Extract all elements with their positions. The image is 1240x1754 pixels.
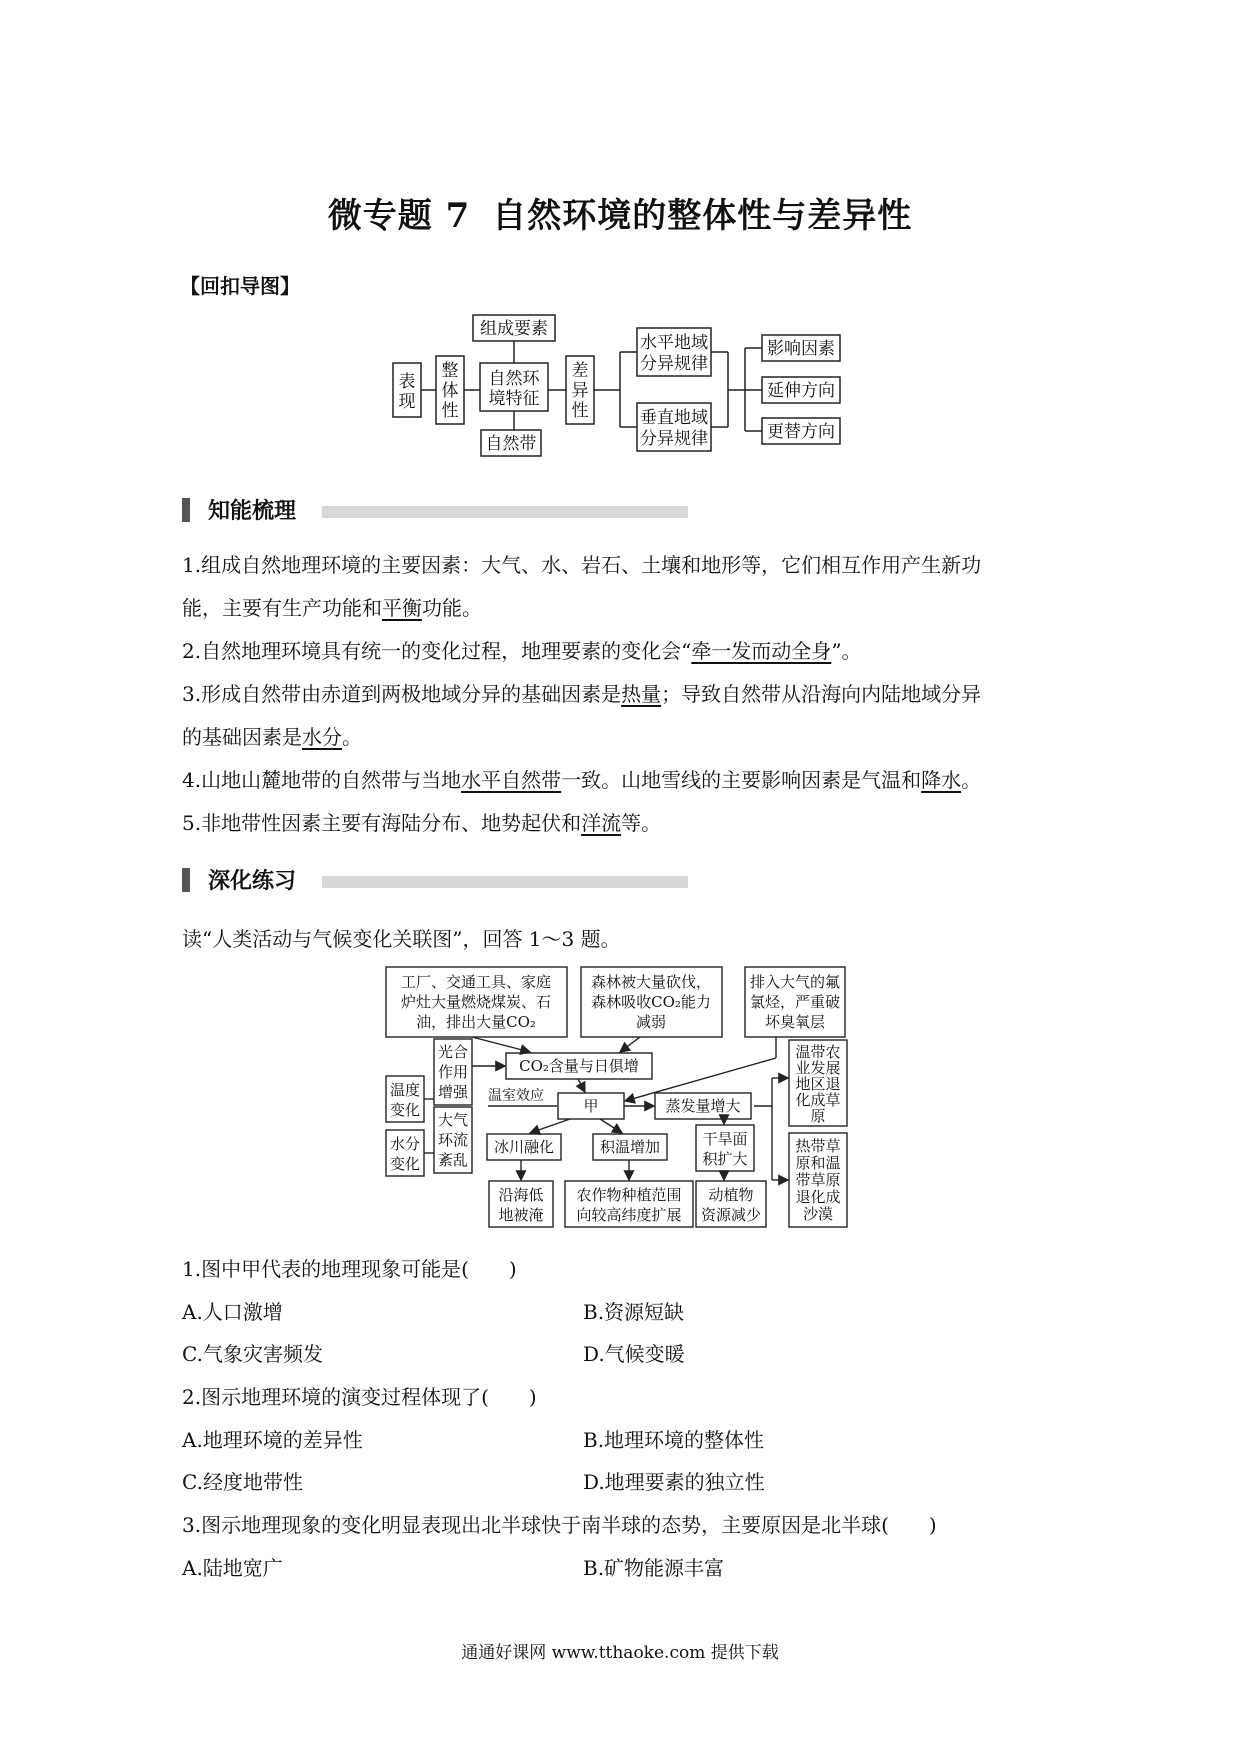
node-temperate-line3: 地区退 (795, 1075, 841, 1093)
point-3-line2: 的基础因素是水分。 (182, 725, 362, 749)
question-2-option-d[interactable]: D.地理要素的独立性 (583, 1470, 765, 1494)
node-atmos-line3: 紊乱 (437, 1151, 469, 1169)
node-glacier-label: 冰川融化 (493, 1138, 555, 1156)
node-photo-line3: 增强 (437, 1083, 469, 1101)
node-temp-line1: 温度 (389, 1081, 421, 1099)
question-1-option-d[interactable]: D.气候变暖 (583, 1342, 685, 1366)
node-shuiping-line1: 水平地域 (640, 333, 708, 353)
answer-underline: 水平自然带 (461, 768, 562, 792)
node-crop-line2: 向较高纬度扩展 (576, 1206, 682, 1224)
node-animal-line2: 资源减少 (700, 1206, 762, 1224)
node-factory-line1: 工厂、交通工具、家庭 (400, 973, 552, 991)
section-title: 深化练习 (208, 869, 297, 894)
node-zhengtixing-line2: 体 (441, 381, 459, 401)
node-biaoxian-line2: 现 (398, 392, 416, 412)
greenhouse-label: 温室效应 (488, 1088, 544, 1104)
page-footer: 通通好课网 www.tthaoke.com 提供下载 (461, 1643, 779, 1663)
question-1-option-b[interactable]: B.资源短缺 (583, 1300, 685, 1324)
answer-underline: 平衡 (382, 596, 422, 620)
question-2: 2.图示地理环境的演变过程体现了( ) (182, 1385, 537, 1409)
node-ziran-huanjing-line1: 自然环 (488, 369, 540, 389)
recall-map-label: 【回扣导图】 (180, 274, 300, 298)
point-3-line1: 3.形成自然带由赤道到两极地域分异的基础因素是热量；导致自然带从沿海向内陆地域分异 (182, 682, 982, 706)
node-crop-line1: 农作物种植范围 (576, 1186, 682, 1204)
node-biaoxian-line1: 表 (398, 372, 416, 392)
question-2-option-a[interactable]: A.地理环境的差异性 (182, 1428, 363, 1452)
node-temperate-line4: 化成草 (795, 1091, 841, 1109)
node-tropical-line4: 退化成 (795, 1188, 841, 1206)
node-shuiping-line2: 分异规律 (640, 354, 708, 374)
node-chuizhi-line2: 分异规律 (640, 429, 708, 449)
question-1: 1.图中甲代表的地理现象可能是( ) (182, 1257, 517, 1281)
node-water-line2: 变化 (389, 1155, 421, 1173)
node-chayixing-line1: 差 (571, 361, 589, 381)
answer-underline: 洋流 (581, 811, 622, 835)
node-atmos-line1: 大气 (437, 1111, 469, 1129)
node-gengti-label: 更替方向 (767, 422, 835, 442)
node-factory-line2: 炉灶大量燃烧煤炭、石 (400, 993, 552, 1011)
node-water-line1: 水分 (389, 1135, 421, 1153)
question-3: 3.图示地理现象的变化明显表现出北半球快于南半球的态势，主要原因是北半球( ) (182, 1513, 937, 1537)
title-number: 微专题 7 (327, 196, 471, 236)
point-5: 5.非地带性因素主要有海陆分布、地势起伏和洋流等。 (182, 811, 662, 835)
node-animal-line1: 动植物 (708, 1186, 754, 1204)
node-tropical-line3: 带草原 (795, 1171, 841, 1189)
node-yingxiang-label: 影响因素 (767, 339, 835, 359)
node-zhengtixing-line1: 整 (441, 361, 459, 381)
node-temperate-line2: 业发展 (795, 1059, 841, 1077)
point-1-line1: 1.组成自然地理环境的主要因素：大气、水、岩石、土壤和地形等，它们相互作用产生新功 (182, 553, 982, 577)
node-cfc-line1: 排入大气的氟 (749, 973, 841, 991)
node-drought-line1: 干旱面 (702, 1130, 748, 1148)
node-factory-line3: 油，排出大量CO₂ (416, 1013, 536, 1031)
node-jia-label: 甲 (583, 1097, 599, 1115)
point-4: 4.山地山麓地带的自然带与当地水平自然带一致。山地雪线的主要影响因素是气温和降水。 (182, 768, 982, 792)
node-tropical-line5: 沙漠 (802, 1205, 834, 1223)
node-temperate-line1: 温带农 (795, 1043, 841, 1061)
point-2: 2.自然地理环境具有统一的变化过程，地理要素的变化会“牵一发而动全身”。 (182, 639, 862, 663)
question-intro: 读“人类活动与气候变化关联图”，回答 1～3 题。 (182, 927, 621, 951)
node-chuizhi-line1: 垂直地域 (640, 408, 708, 428)
answer-underline: 水分 (302, 725, 342, 749)
answer-underline: 降水 (921, 768, 962, 792)
answer-underline: 热量 (621, 682, 662, 706)
node-atmos-line2: 环流 (437, 1131, 469, 1149)
question-2-option-b[interactable]: B.地理环境的整体性 (583, 1428, 765, 1452)
question-3-option-a[interactable]: A.陆地宽广 (182, 1556, 283, 1580)
question-2-option-c[interactable]: C.经度地带性 (182, 1470, 303, 1494)
node-temp-line2: 变化 (389, 1101, 421, 1119)
node-heat-label: 积温增加 (599, 1138, 661, 1156)
question-3-option-b[interactable]: B.矿物能源丰富 (583, 1556, 725, 1580)
point-1-line2: 能，主要有生产功能和平衡功能。 (182, 596, 482, 620)
node-evap-label: 蒸发量增大 (665, 1097, 741, 1115)
answer-underline: 牵一发而动全身 (691, 639, 832, 663)
node-yanshen-label: 延伸方向 (767, 381, 835, 401)
node-photo-line1: 光合 (437, 1043, 469, 1061)
node-cfc-line2: 氯烃，严重破 (749, 993, 841, 1011)
node-ziran-huanjing-line2: 境特征 (488, 389, 540, 409)
node-forest-line3: 减弱 (635, 1013, 667, 1031)
node-cfc-line3: 坏臭氧层 (764, 1013, 826, 1031)
node-tropical-line1: 热带草 (795, 1137, 841, 1155)
node-zucheng-label: 组成要素 (480, 319, 548, 339)
node-zirandai-label: 自然带 (485, 434, 537, 454)
title-text: 自然环境的整体性与差异性 (492, 196, 913, 236)
node-forest-line1: 森林被大量砍伐， (590, 973, 712, 991)
node-photo-line2: 作用 (437, 1063, 469, 1081)
node-drought-line2: 积扩大 (702, 1150, 748, 1168)
node-forest-line2: 森林吸收CO₂能力 (591, 993, 711, 1011)
question-1-option-c[interactable]: C.气象灾害频发 (182, 1342, 323, 1366)
node-temperate-line5: 原 (810, 1107, 826, 1125)
node-coast-line2: 地被淹 (498, 1206, 544, 1224)
node-tropical-line2: 原和温 (795, 1154, 841, 1172)
node-chayixing-line2: 异 (571, 381, 589, 401)
node-coast-line1: 沿海低 (498, 1186, 544, 1204)
node-chayixing-line3: 性 (571, 401, 589, 421)
question-1-option-a[interactable]: A.人口激增 (182, 1300, 283, 1324)
node-co2-label: CO₂含量与日俱增 (519, 1057, 639, 1075)
node-zhengtixing-line3: 性 (441, 401, 459, 421)
section-title: 知能梳理 (208, 499, 297, 524)
